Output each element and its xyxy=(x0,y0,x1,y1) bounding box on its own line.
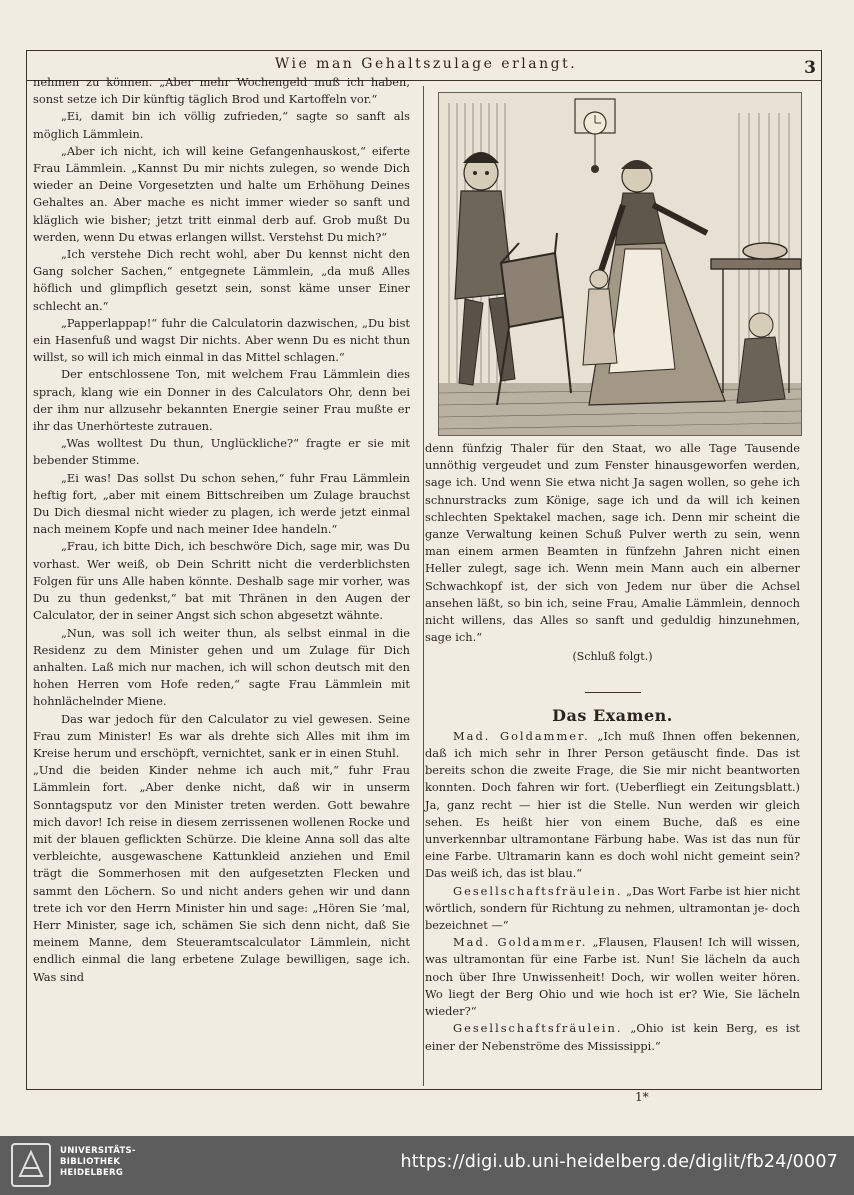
dialogue-line xyxy=(425,883,800,935)
paragraph: nehmen zu können. „Aber mehr Wochengeld muß ich haben, sonst setze ich Dir künftig täglich Brod und Kartoffeln vor.“ xyxy=(33,75,410,107)
paragraph: denn fünfzig Thaler für den Staat, wo alle Tage Tausende unnöthig vergeudet und zum Fenster hinausgeworfen werden, sage ich. Und wenn Sie etwa nicht Ja sagen wollen, so gehe ich schnurstracks zum Könige, sage ich und da will ich keinen schlechten Spektakel machen, sage ich. Denn mir scheint die ganze Verwaltung keinen Schuß Pulver werth zu sein, wenn man einem armen Beamten in fünfzehn Jahren nicht einen Heller zulegt, sage ich. Wenn mein Mann auch ein alberner Schwachkopf ist, der sich von Jedem nur über die Achsel ansehen läßt, so bin ich, seine Frau, Amalie Lämmlein, dennoch nicht willens, das Alles so sanft und geduldig hinzunehmen, sage ich.“ xyxy=(425,441,800,645)
paragraph: „Ei was! Das sollst Du schon sehen,“ fuhr Frau Lämmlein heftig fort, „aber mit einem Bittschreiben um Zulage brauchst Du Dich diesmal nicht wieder zu plagen, ich werde jetzt einmal nach meinem Kopfe und nach meiner Idee handeln.“ xyxy=(33,470,410,537)
paragraph: Der entschlossene Ton, mit welchem Frau Lämmlein dies sprach, klang wie ein Donner in des Calculators Ohr, denn bei der ihm nur allzusehr bekannten Energie seiner Frau mußte er ihr das Unerhörteste zutrauen. xyxy=(33,367,410,434)
speaker-name: Mad. Goldammer. xyxy=(453,728,590,743)
dialogue-line xyxy=(425,934,800,1020)
left-column xyxy=(33,74,410,986)
engraving-scene xyxy=(439,93,801,435)
speaker-name: Gesellschaftsfräulein. xyxy=(453,883,623,898)
library-line: HEIDELBERG xyxy=(60,1168,124,1178)
library-line: UNIVERSITÄTS- xyxy=(60,1146,136,1156)
section-title: Das Examen. xyxy=(552,705,673,725)
paragraph: „Nun, was soll ich weiter thun, als selbst einmal in die Residenz zu dem Minister gehen und um Zulage für Dich anhalten. Laß mich nur machen, ich will schon deutsch mit den hohen Herren vom Hofe reden,“ sagte Frau Lämmlein mit hohnlächelnder Miene. xyxy=(33,625,410,709)
dialogue-text: „Ich muß Ihnen offen bekennen, daß ich mich sehr in Ihrer Person getäuscht finde. Das ist bereits schon die zweite Frage, die Sie mir nicht beantworten konnten. Doch fahren wir fort. (Ueberfliegt ein Zeitungsblatt.) Ja, ganz recht — hier ist die Stelle. Nun werden wir gleich sehen. Es heißt hier von einem Buche, daß es eine unverkennbar ultramontane Färbung habe. Was ist das nun für eine Farbe. Ultramarin kann es doch wohl nicht gemeint sein? Das weiß ich, das ist blau.“ xyxy=(425,728,801,881)
dialogue-text: „Flausen, Flausen! Ich will wissen, was ultramontan für eine Farbe ist. Nun! Sie lächeln da auch noch über Ihre Unwissenheit! Doch, wir wollen weiter hören. Wo liegt der Berg Ohio und wie hoch ist er? Wie, Sie lächeln wieder?“ xyxy=(425,935,800,1019)
dialogue-text: „Das Wort Farbe ist hier nicht wörtlich, sondern für Richtung zu nehmen, ultramontan je- doch bezeichnet —“ xyxy=(425,883,800,933)
paragraph: „Und die beiden Kinder nehme ich auch mit,“ fuhr Frau Lämmlein fort. „Aber denke nicht, daß wir in unserm Sonntagsputz vor den Minister treten werden. Gott bewahre mich davor! Ich reise in diesem zerrissenen wollenen Rocke und mit der blauen geflickten Schürze. Die kleine Anna soll das alte verbleichte, ausgewaschene Kattunkleid anziehen und Emil trägt die Sommerhosen mit den aufgesetzten Flecken und sammt den Löchern. So und nicht anders gehen wir und dann trete ich vor den Herrn Minister hin und sage: „Hören Sie ’mal, Herr Minister, sage ich, schämen Sie sich denn nicht, daß Sie meinem Manne, dem Steueramtscalculator Lämmlein, nicht endlich einmal die lang erbetene Zulage bewilligen, sage ich. Was sind xyxy=(33,763,410,984)
speaker-name: Gesellschaftsfräulein. xyxy=(453,1021,623,1036)
column-divider xyxy=(423,86,424,1086)
paragraph: „Ei, damit bin ich völlig zufrieden,“ sagte so sanft als möglich Lämmlein. xyxy=(33,109,410,141)
paragraph: „Frau, ich bitte Dich, ich beschwöre Dich, sage mir, was Du vorhast. Wer weiß, ob Dein Schritt nicht die verderblichsten Folgen für uns Alle haben könnte. Deshalb sage mir vorher, was Du zu thun gedenkst,“ bat mit Thränen in den Augen der Calculator, der in seiner Angst sich schon abgesetzt wähnte. xyxy=(33,539,410,623)
paragraph: Das war jedoch für den Calculator zu viel gewesen. Seine Frau zum Minister! Es war als drehte sich Alles mit ihm im Kreise herum und erschöpft, vernichtet, sank er in einen Stuhl. xyxy=(33,711,410,760)
dialogue-line xyxy=(425,728,800,883)
paragraph: „Papperlappap!“ fuhr die Calculatorin dazwischen, „Du bist ein Hasenfuß und wagst Dir nichts. Aber wenn Du es nicht thun willst, so will ich mich einmal in das Mittel schlagen.“ xyxy=(33,315,410,365)
speaker-name: Mad. Goldammer. xyxy=(453,935,588,950)
library-banner xyxy=(0,1136,854,1195)
source-url-link[interactable]: https://digi.ub.uni-heidelberg.de/diglit/fb24/0007 xyxy=(400,1152,838,1172)
section-separator xyxy=(585,692,641,693)
signature-mark: 1* xyxy=(635,1090,649,1104)
library-line: BIBLIOTHEK xyxy=(60,1157,121,1167)
running-title: Wie man Gehaltszulage erlangt. xyxy=(274,56,578,72)
right-column xyxy=(425,440,800,1055)
continuation-note: (Schluß folgt.) xyxy=(572,650,653,664)
paragraph: „Was wolltest Du thun, Unglückliche?“ fragte er sie mit bebender Stimme. xyxy=(33,436,410,468)
library-name xyxy=(60,1146,136,1179)
illustration xyxy=(438,92,802,436)
page-number: 3 xyxy=(804,58,816,78)
paragraph: „Ich verstehe Dich recht wohl, aber Du kennst nicht den Gang solcher Sachen,“ entgegnete Lämmlein, „da muß Alles höflich und glimpflich gesetzt sein, sonst käme unser Einer schlecht an.“ xyxy=(33,247,410,313)
dialogue-line xyxy=(425,1020,800,1054)
dialogue-text: „Ohio ist kein Berg, es ist einer der Nebenströme des Mississippi.“ xyxy=(425,1021,800,1053)
university-seal-icon xyxy=(10,1142,52,1188)
paragraph: „Aber ich nicht, ich will keine Gefangenhauskost,“ eiferte Frau Lämmlein. „Kannst Du mir nichts zulegen, so wende Dich wieder an Deine Vorgesetzten und halte um Erhöhung Deines Gehaltes an. Aber mache es nicht immer wieder so sanft und kläglich wie bisher; jetzt tritt einmal derb auf. Grob mußt Du werden, wenn Du etwas erlangen willst. Verstehst Du mich?“ xyxy=(33,143,410,244)
dialogue xyxy=(425,728,800,1055)
